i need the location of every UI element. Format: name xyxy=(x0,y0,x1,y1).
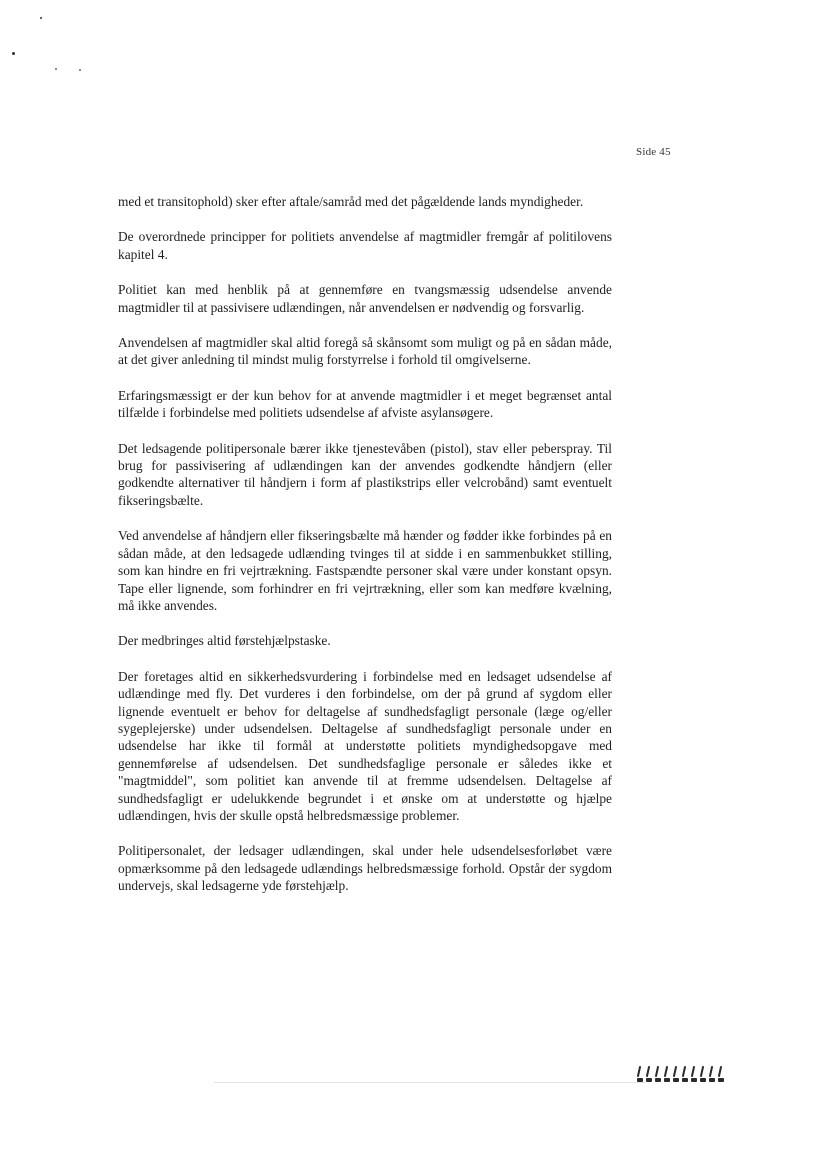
scan-speck xyxy=(12,52,15,55)
paragraph: Anvendelsen af magtmidler skal altid foregå så skånsomt som muligt og på en sådan måde, at det giver anledning til mindst mulig forstyrrelse i forhold til omgivelserne. xyxy=(118,335,612,368)
paragraph: med et transitophold) sker efter aftale/samråd med det pågældende lands myndigheder. xyxy=(118,194,584,209)
scan-speck xyxy=(40,17,42,19)
barcode-mark-icon xyxy=(636,1064,726,1084)
footer-rule xyxy=(214,1082,646,1083)
paragraph: Erfaringsmæssigt er der kun behov for at anvende magtmidler i et meget begrænset antal tilfælde i forbindelse med politiets udsendelse af afviste asylansøgere. xyxy=(118,387,612,421)
page-number: Side 45 xyxy=(636,146,671,158)
paragraph: Politipersonalet, der ledsager udlændingen, skal under hele udsendelsesforløbet være opmærksomme på den ledsagede udlændings helbredsmæssige forhold. Opstår der sygdom undervejs, skal ledsagerne yde førstehjælp. xyxy=(118,843,612,894)
document-body xyxy=(118,193,612,913)
paragraph: Det ledsagende politipersonale bærer ikke tjenestevåben (pistol), stav eller peberspray. Til brug for passivisering af udlændingen kan der anvendes godkendte håndjern (eller godkendte alternativer til håndjern i form af plastikstrips eller velcrobånd) samt eventuelt fikseringsbælte. xyxy=(118,440,612,508)
paragraph: De overordnede principper for politiets anvendelse af magtmidler fremgår af politilovens kapitel 4. xyxy=(118,229,612,262)
scan-speck xyxy=(79,69,81,71)
paragraph: Der medbringes altid førstehjælpstaske. xyxy=(118,633,331,649)
scan-speck xyxy=(55,68,57,70)
paragraph: Der foretages altid en sikkerhedsvurdering i forbindelse med en ledsaget udsendelse af udlændinge med fly. Det vurderes i den forbindelse, om der på grund af sygdom eller lignende eventuelt er behov for deltagelse af sundhedsfagligt personale (læge og/eller sygeplejerske) under udsendelsen. Deltagelse af sundhedsfagligt personale under en udsendelse har ikke til formål at understøtte politiets myndighedsopgave med gennemførelse af udsendelsen. Det sundhedsfaglige personale er således ikke et "magtmiddel", som politiet kan anvende til at fremme udsendelsen. Deltagelse af sundhedsfagligt er udelukkende begrundet i et ønske om at understøtte og hjælpe udlændingen, hvis der skulle opstå helbredsmæssige problemer. xyxy=(118,668,612,823)
paragraph: Ved anvendelse af håndjern eller fikseringsbælte må hænder og fødder ikke forbindes på en sådan måde, at den ledsagede udlænding tvinges til at sidde i en sammenbukket stilling, som kan hindre en fri vejrtrækning. Fastspændte personer skal være under konstant opsyn. Tape eller lignende, som forhindrer en fri vejrtrækning, eller som kan medføre kvælning, må ikke anvendes. xyxy=(118,528,612,613)
paragraph: Politiet kan med henblik på at gennemføre en tvangsmæssig udsendelse anvende magtmidler til at passivisere udlændingen, når anvendelsen er nødvendig og forsvarlig. xyxy=(118,282,612,315)
